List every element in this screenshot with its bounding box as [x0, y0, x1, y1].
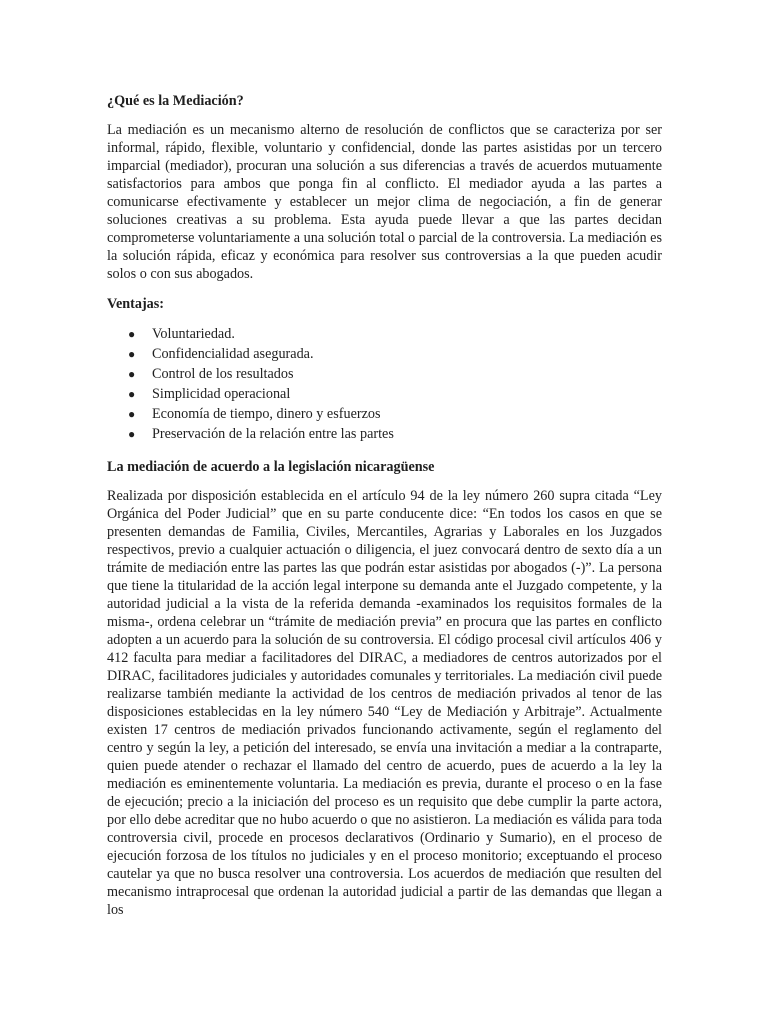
bullet-icon: ● [128, 427, 136, 441]
list-item [107, 364, 662, 384]
advantages-list [107, 324, 662, 444]
list-item [107, 344, 662, 364]
document-page [107, 92, 662, 931]
section-heading-what-is-mediation: ¿Qué es la Mediación? [107, 93, 244, 109]
list-item-text: Simplicidad operacional [152, 386, 291, 402]
bullet-icon: ● [128, 387, 136, 401]
list-item-text: Preservación de la relación entre las partes [152, 426, 394, 442]
section-heading-advantages: Ventajas: [107, 296, 165, 312]
list-item [107, 384, 662, 404]
bullet-icon: ● [128, 367, 136, 381]
list-item-text: Economía de tiempo, dinero y esfuerzos [152, 406, 381, 422]
paragraph-mediation-definition: La mediación es un mecanismo alterno de resolución de conflictos que se caracteriza por ser informal, rápido, flexible, voluntario y confidencial, donde las partes asistidas por un tercero imparcial (mediador), procuran una solución a sus diferencias a través de acuerdos mutuamente satisfactorios para ambos que ponga fin al conflicto. El mediador ayuda a las partes a comunicarse efectivamente y establecer un mejor clima de negociación, a fin de generar soluciones creativas a su problema. Esta ayuda puede llevar a que las partes decidan comprometerse voluntariamente a una solución total o parcial de la controversia. La mediación es la solución rápida, eficaz y económica para resolver sus controversias a la que pueden acudir solos o con sus abogados. [107, 122, 662, 282]
bullet-icon: ● [128, 347, 136, 361]
bullet-icon: ● [128, 327, 136, 341]
list-item-text: Confidencialidad asegurada. [152, 346, 314, 362]
list-item-text: Voluntariedad. [152, 326, 235, 342]
list-item-text: Control de los resultados [152, 366, 294, 382]
section-heading-nicaraguan-legislation: La mediación de acuerdo a la legislación nicaragüense [107, 459, 435, 475]
list-item [107, 424, 662, 444]
paragraph-legislation: Realizada por disposición establecida en el artículo 94 de la ley número 260 supra citada “Ley Orgánica del Poder Judicial” que en su parte conducente dice: “En todos los casos en que se presenten demandas de Familia, Civiles, Mercantiles, Agrarias y Laborales en los Juzgados respectivos, previo a cualquier actuación o diligencia, el juez convocará dentro de sexto día a un trámite de mediación entre las partes las que podrán estar asistidas por abogados (-)”. La persona que tiene la titularidad de la acción legal interpone su demanda ante el Juzgado competente, y la autoridad judicial a la vista de la referida demanda -examinados los requisitos formales de la misma-, ordena celebrar un “trámite de mediación previa” en procura que las partes en conflicto adopten a un acuerdo para la solución de su controversia. El código procesal civil artículos 406 y 412 faculta para mediar a facilitadores del DIRAC, a mediadores de centros autorizados por el DIRAC, facilitadores judiciales y autoridades comunales y territoriales. La mediación civil puede realizarse también mediante la actividad de los centros de mediación privados al tenor de las disposiciones establecidas en la ley número 540 “Ley de Mediación y Arbitraje”. Actualmente existen 17 centros de mediación privados funcionando activamente, según el reglamento del centro y según la ley, a petición del interesado, se envía una invitación a mediar a la contraparte, quien puede atender o rechazar el llamado del centro de acuerdo, pues de acuerdo a la ley la mediación es eminentemente voluntaria. La mediación es previa, durante el proceso o en la fase de ejecución; precio a la iniciación del proceso es un requisito que debe cumplir la parte actora, por ello debe acreditar que no hubo acuerdo o que no asistieron. La mediación es válida para toda controversia civil, procede en procesos declarativos (Ordinario y Sumario), en el proceso de ejecución forzosa de los títulos no judiciales y en el proceso monitorio; exceptuando el proceso cautelar ya que no busca resolver una controversia. Los acuerdos de mediación que resulten del mecanismo intraprocesal que ordenan la autoridad judicial a partir de las demandas que llegan a los [107, 488, 662, 918]
list-item [107, 324, 662, 344]
bullet-icon: ● [128, 407, 136, 421]
list-item [107, 404, 662, 424]
